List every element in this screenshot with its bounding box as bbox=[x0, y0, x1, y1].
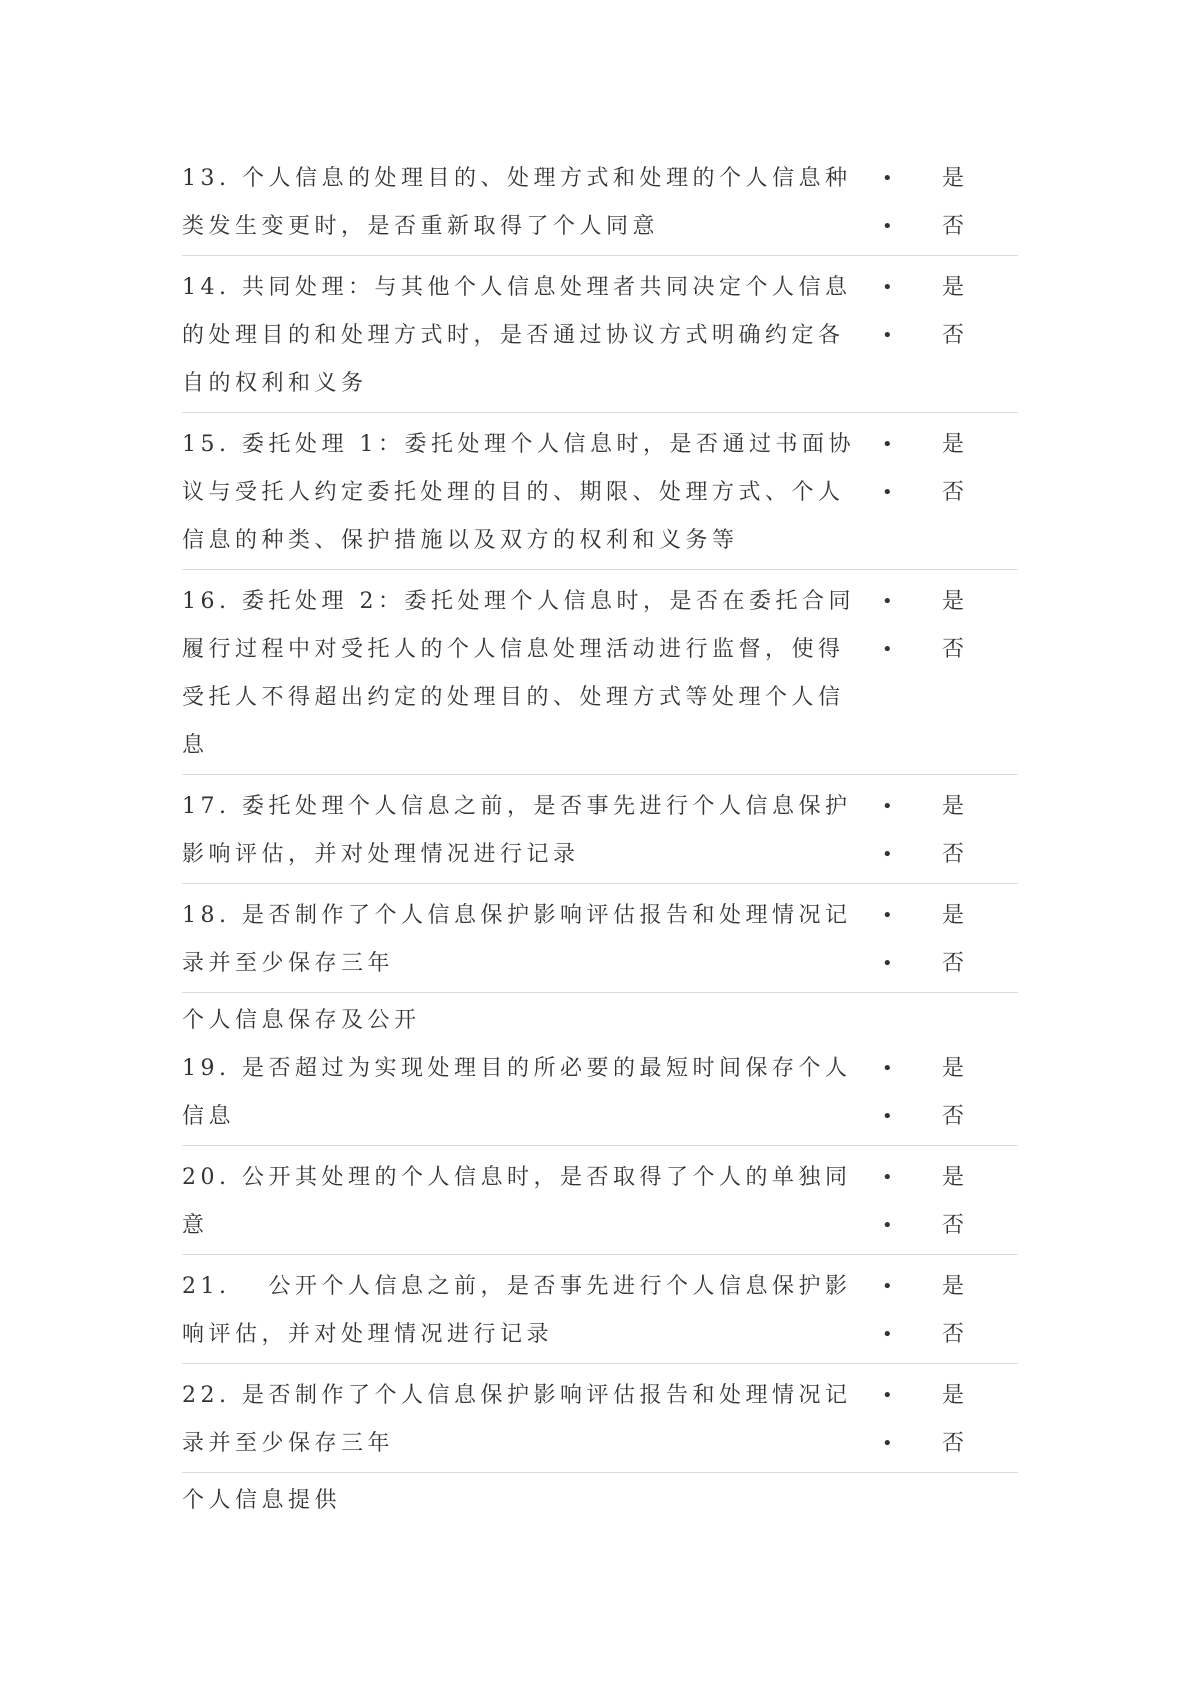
option-no[interactable] bbox=[862, 312, 1018, 360]
option-yes[interactable] bbox=[862, 1154, 1018, 1202]
bullet-icon: • bbox=[882, 1106, 893, 1127]
option-yes[interactable] bbox=[862, 783, 1018, 831]
question-text: 16. 委托处理 2：委托处理个人信息时，是否在委托合同履行过程中对受托人的个人信息处理活动进行监督，使得受托人不得超出约定的处理目的、处理方式等处理个人信息 bbox=[182, 589, 855, 758]
checklist-item bbox=[182, 892, 1018, 993]
option-no-label: 否 bbox=[942, 1431, 965, 1456]
option-yes[interactable] bbox=[862, 578, 1018, 626]
option-no-label: 否 bbox=[942, 1322, 965, 1347]
option-yes[interactable] bbox=[862, 155, 1018, 203]
answer-options bbox=[862, 1045, 1018, 1141]
option-no[interactable] bbox=[862, 1093, 1018, 1141]
option-no[interactable] bbox=[862, 469, 1018, 517]
option-yes[interactable] bbox=[862, 1263, 1018, 1311]
option-no-label: 否 bbox=[942, 637, 965, 662]
option-yes[interactable] bbox=[862, 264, 1018, 312]
option-yes-label: 是 bbox=[942, 903, 965, 928]
question-text: 19. 是否超过为实现处理目的所必要的最短时间保存个人信息 bbox=[182, 1056, 852, 1129]
option-yes-label: 是 bbox=[942, 275, 965, 300]
option-yes-label: 是 bbox=[942, 432, 965, 457]
checklist bbox=[182, 155, 1018, 1525]
option-yes-label: 是 bbox=[942, 1056, 965, 1081]
bullet-icon: • bbox=[882, 1385, 893, 1406]
checklist-item bbox=[182, 783, 1018, 884]
answer-options bbox=[862, 1372, 1018, 1468]
option-yes-label: 是 bbox=[942, 794, 965, 819]
checklist-item bbox=[182, 1154, 1018, 1255]
answer-options bbox=[862, 1154, 1018, 1250]
option-no[interactable] bbox=[862, 831, 1018, 879]
bullet-icon: • bbox=[882, 591, 893, 612]
option-no[interactable] bbox=[862, 203, 1018, 251]
checklist-item bbox=[182, 264, 1018, 413]
option-no[interactable] bbox=[862, 1420, 1018, 1468]
option-yes-label: 是 bbox=[942, 1383, 965, 1408]
option-no-label: 否 bbox=[942, 1104, 965, 1129]
bullet-icon: • bbox=[882, 796, 893, 817]
question-text: 15. 委托处理 1：委托处理个人信息时，是否通过书面协议与受托人约定委托处理的目的、期限、处理方式、个人信息的种类、保护措施以及双方的权利和义务等 bbox=[182, 432, 855, 553]
option-no-label: 否 bbox=[942, 323, 965, 348]
question-text: 17. 委托处理个人信息之前，是否事先进行个人信息保护影响评估，并对处理情况进行记录 bbox=[182, 794, 852, 867]
option-no[interactable] bbox=[862, 940, 1018, 988]
bullet-icon: • bbox=[882, 905, 893, 926]
answer-options bbox=[862, 892, 1018, 988]
answer-options bbox=[862, 264, 1018, 408]
checklist-item bbox=[182, 1263, 1018, 1364]
answer-options bbox=[862, 1263, 1018, 1359]
bullet-icon: • bbox=[882, 325, 893, 346]
option-no-label: 否 bbox=[942, 951, 965, 976]
bullet-icon: • bbox=[882, 1167, 893, 1188]
option-yes[interactable] bbox=[862, 1045, 1018, 1093]
option-no-label: 否 bbox=[942, 214, 965, 239]
option-yes-label: 是 bbox=[942, 1165, 965, 1190]
checklist-item bbox=[182, 421, 1018, 570]
checklist-item bbox=[182, 155, 1018, 256]
question-text: 20. 公开其处理的个人信息时，是否取得了个人的单独同意 bbox=[182, 1165, 852, 1238]
option-yes[interactable] bbox=[862, 421, 1018, 469]
bullet-icon: • bbox=[882, 1276, 893, 1297]
bullet-icon: • bbox=[882, 277, 893, 298]
answer-options bbox=[862, 155, 1018, 251]
bullet-icon: • bbox=[882, 953, 893, 974]
option-no-label: 否 bbox=[942, 1213, 965, 1238]
section-title: 个人信息提供 bbox=[182, 1488, 342, 1513]
bullet-icon: • bbox=[882, 1215, 893, 1236]
answer-options bbox=[862, 578, 1018, 770]
checklist-item bbox=[182, 578, 1018, 775]
answer-options bbox=[862, 783, 1018, 879]
bullet-icon: • bbox=[882, 482, 893, 503]
option-no-label: 否 bbox=[942, 842, 965, 867]
bullet-icon: • bbox=[882, 216, 893, 237]
checklist-blocks bbox=[182, 155, 1018, 1521]
bullet-icon: • bbox=[882, 434, 893, 455]
option-yes-label: 是 bbox=[942, 166, 965, 191]
option-no[interactable] bbox=[862, 626, 1018, 674]
bullet-icon: • bbox=[882, 1433, 893, 1454]
checklist-item bbox=[182, 1045, 1018, 1146]
bullet-icon: • bbox=[882, 168, 893, 189]
bullet-icon: • bbox=[882, 844, 893, 865]
option-yes-label: 是 bbox=[942, 1274, 965, 1299]
bullet-icon: • bbox=[882, 1324, 893, 1345]
question-text: 14. 共同处理：与其他个人信息处理者共同决定个人信息的处理目的和处理方式时，是否通过协议方式明确约定各自的权利和义务 bbox=[182, 275, 852, 396]
option-yes[interactable] bbox=[862, 1372, 1018, 1420]
answer-options bbox=[862, 421, 1018, 565]
section-title: 个人信息保存及公开 bbox=[182, 1008, 421, 1033]
option-no[interactable] bbox=[862, 1202, 1018, 1250]
question-text: 21. 公开个人信息之前，是否事先进行个人信息保护影响评估，并对处理情况进行记录 bbox=[182, 1274, 852, 1347]
question-text: 18. 是否制作了个人信息保护影响评估报告和处理情况记录并至少保存三年 bbox=[182, 903, 852, 976]
option-no[interactable] bbox=[862, 1311, 1018, 1359]
bullet-icon: • bbox=[882, 639, 893, 660]
question-text: 13. 个人信息的处理目的、处理方式和处理的个人信息种类发生变更时，是否重新取得了个人同意 bbox=[182, 166, 852, 239]
option-no-label: 否 bbox=[942, 480, 965, 505]
option-yes-label: 是 bbox=[942, 589, 965, 614]
checklist-item bbox=[182, 1372, 1018, 1473]
question-text: 22. 是否制作了个人信息保护影响评估报告和处理情况记录并至少保存三年 bbox=[182, 1383, 852, 1456]
bullet-icon: • bbox=[882, 1058, 893, 1079]
option-yes[interactable] bbox=[862, 892, 1018, 940]
